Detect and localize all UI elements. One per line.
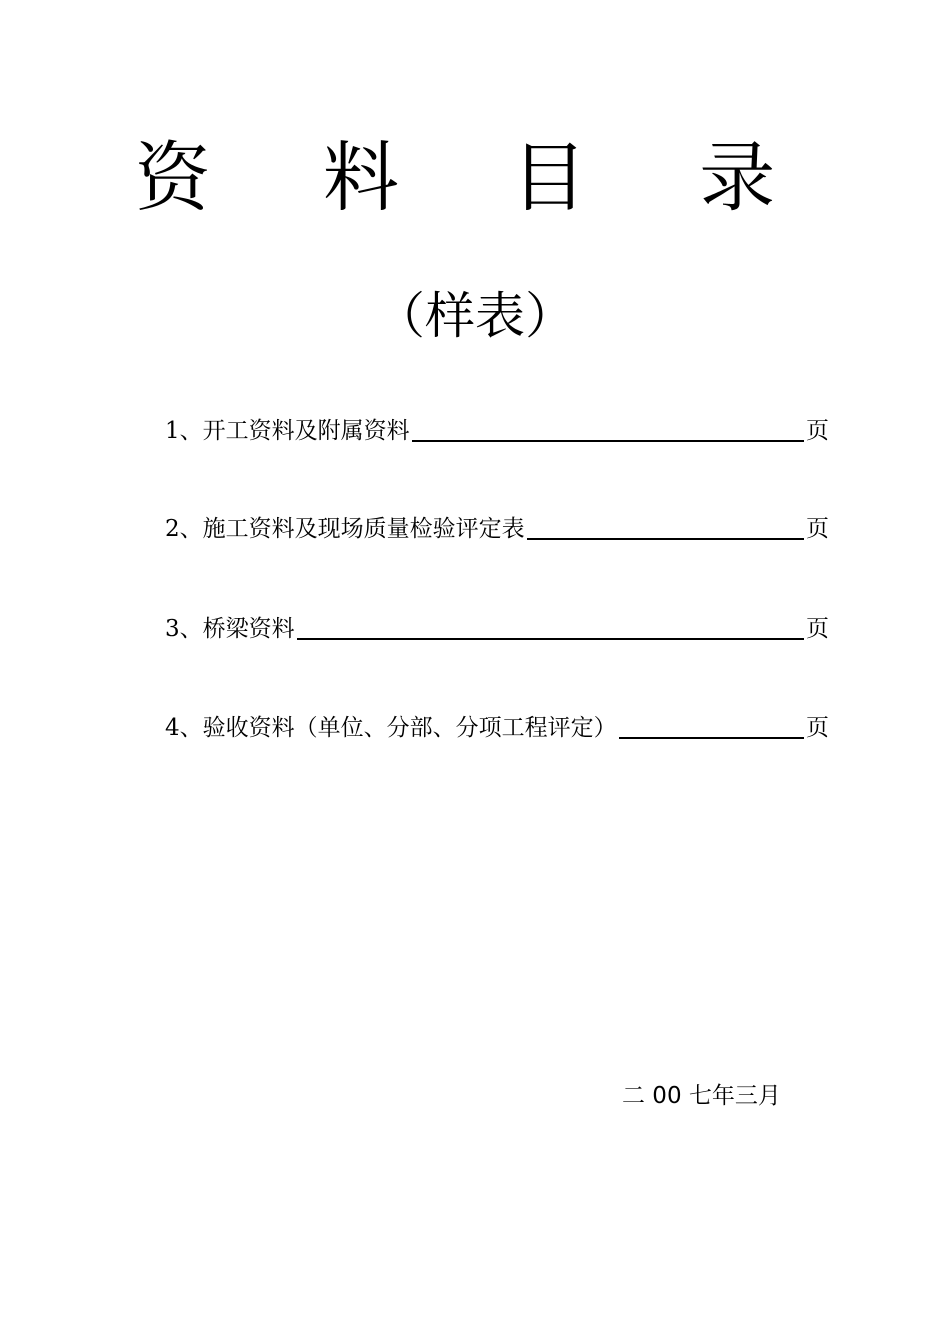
- toc-page-suffix: 页: [806, 418, 829, 444]
- toc-item-label: 4、验收资料（单位、分部、分项工程评定）: [165, 715, 617, 741]
- toc-leader-line: [527, 538, 804, 540]
- toc-item-startup-materials: [165, 406, 829, 446]
- toc-leader-line: [412, 440, 804, 442]
- toc-leader-line: [619, 737, 804, 739]
- toc-item-label: 1、开工资料及附属资料: [165, 418, 410, 444]
- toc-page-suffix: 页: [806, 616, 829, 642]
- toc-item-bridge-materials: [165, 604, 829, 644]
- toc-page-suffix: 页: [806, 715, 829, 741]
- toc-leader-line: [297, 638, 804, 640]
- toc-item-label: 3、桥梁资料: [165, 616, 295, 642]
- toc-page-suffix: 页: [806, 516, 829, 542]
- document-date: 二 00 七年三月: [622, 1083, 781, 1109]
- toc-item-construction-materials: [165, 504, 829, 544]
- toc-item-label: 2、施工资料及现场质量检验评定表: [165, 516, 525, 542]
- toc-item-acceptance-materials: [165, 703, 829, 743]
- page-subtitle: （样表）: [375, 287, 575, 345]
- page-title: 资 料 目 录: [134, 133, 820, 222]
